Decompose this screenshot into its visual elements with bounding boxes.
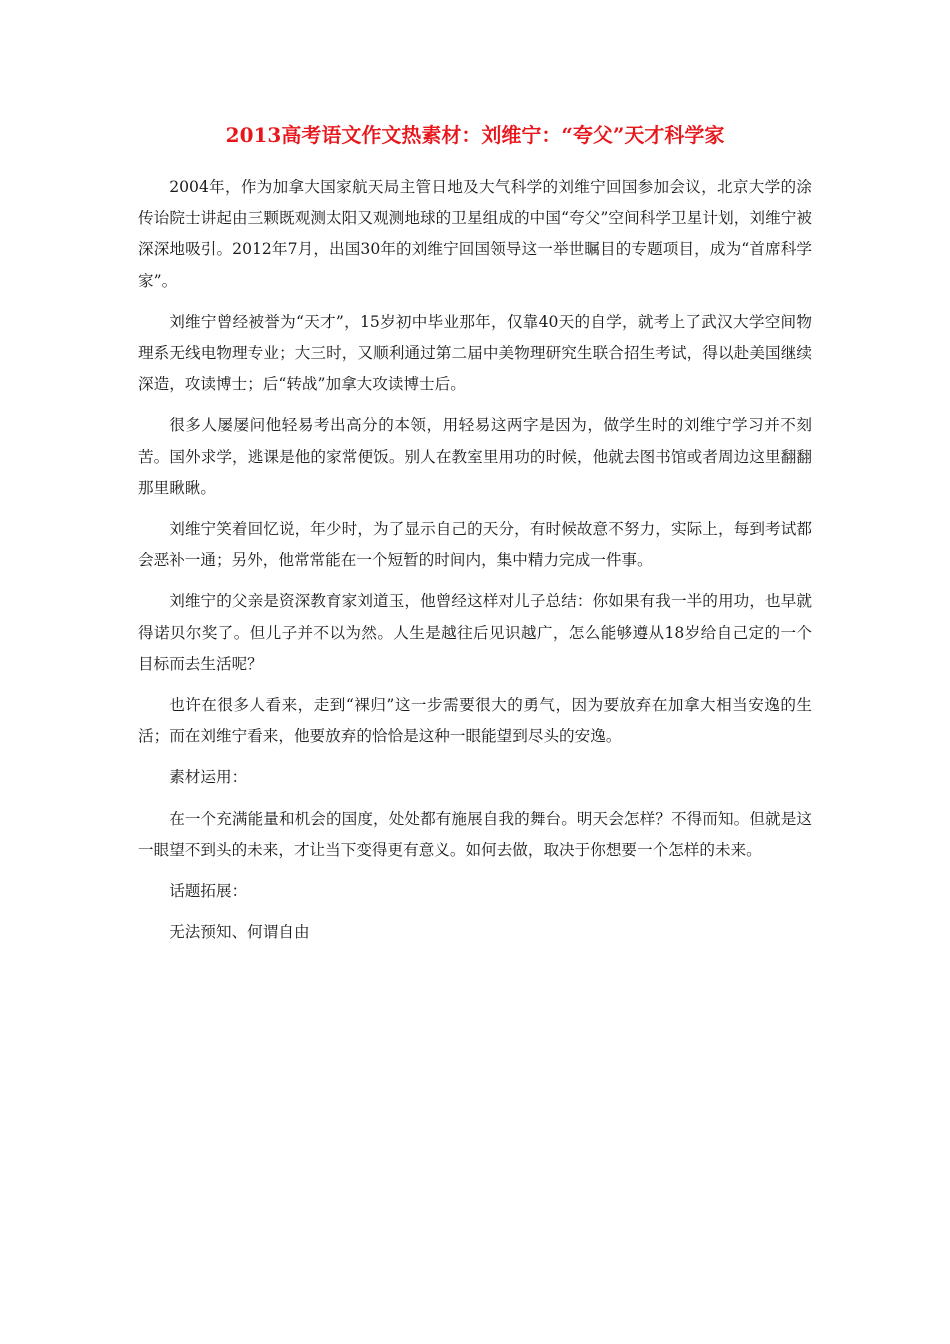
paragraph-genius: 刘维宁曾经被誉为“天才”，15岁初中毕业那年，仅靠40天的自学，就考上了武汉大学空间物理系无线电物理专业；大三时，又顺利通过第二届中美物理研究生联合招生考试，得以赴美国继续深造，攻读博士；后“转战”加拿大攻读博士后。 — [138, 312, 812, 394]
document-title: 2013高考语文作文热素材：刘维宁：“夸父”天才科学家 — [225, 123, 725, 147]
paragraph-return: 也许在很多人看来，走到“裸归”这一步需要很大的勇气，因为要放弃在加拿大相当安逸的生活；而在刘维宁看来，他要放弃的恰恰是这种一眼能望到尽头的安逸。 — [138, 696, 812, 746]
paragraph-recollection: 刘维宁笑着回忆说，年少时，为了显示自己的天分，有时候故意不努力，实际上，每到考试都会恶补一通；另外，他常常能在一个短暂的时间内，集中精力完成一件事。 — [138, 520, 812, 570]
paragraph-background: 2004年，作为加拿大国家航天局主管日地及大气科学的刘维宁回国参加会议，北京大学的涂传诒院士讲起由三颗既观测太阳又观测地球的卫星组成的中国“夸父”空间科学卫星计划，刘维宁被深深地吸引。2012年7月，出国30年的刘维宁回国领导这一举世瞩目的专题项目，成为“首席科学家”。 — [138, 178, 812, 290]
paragraph-father: 刘维宁的父亲是资深教育家刘道玉，他曾经这样对儿子总结：你如果有我一半的用功，也早就得诺贝尔奖了。但儿子并不以为然。人生是越往后见识越广，怎么能够遵从18岁给自己定的一个目标而去生活呢？ — [138, 592, 812, 673]
paragraph-topics: 无法预知、何谓自由 — [169, 923, 310, 942]
paragraph-usage: 在一个充满能量和机会的国度，处处都有施展自我的舞台。明天会怎样？不得而知。但就是这一眼望不到头的未来，才让当下变得更有意义。如何去做，取决于你想要一个怎样的未来。 — [138, 809, 812, 859]
section-heading-usage: 素材运用： — [169, 768, 248, 787]
document-body — [138, 172, 812, 958]
paragraph-study-habits: 很多人屡屡问他轻易考出高分的本领，用轻易这两字是因为，做学生时的刘维宁学习并不刻苦。国外求学，逃课是他的家常便饭。别人在教室里用功的时候，他就去图书馆或者周边这里翻翻那里瞅瞅。 — [138, 416, 812, 497]
section-heading-topics: 话题拓展： — [169, 882, 248, 901]
